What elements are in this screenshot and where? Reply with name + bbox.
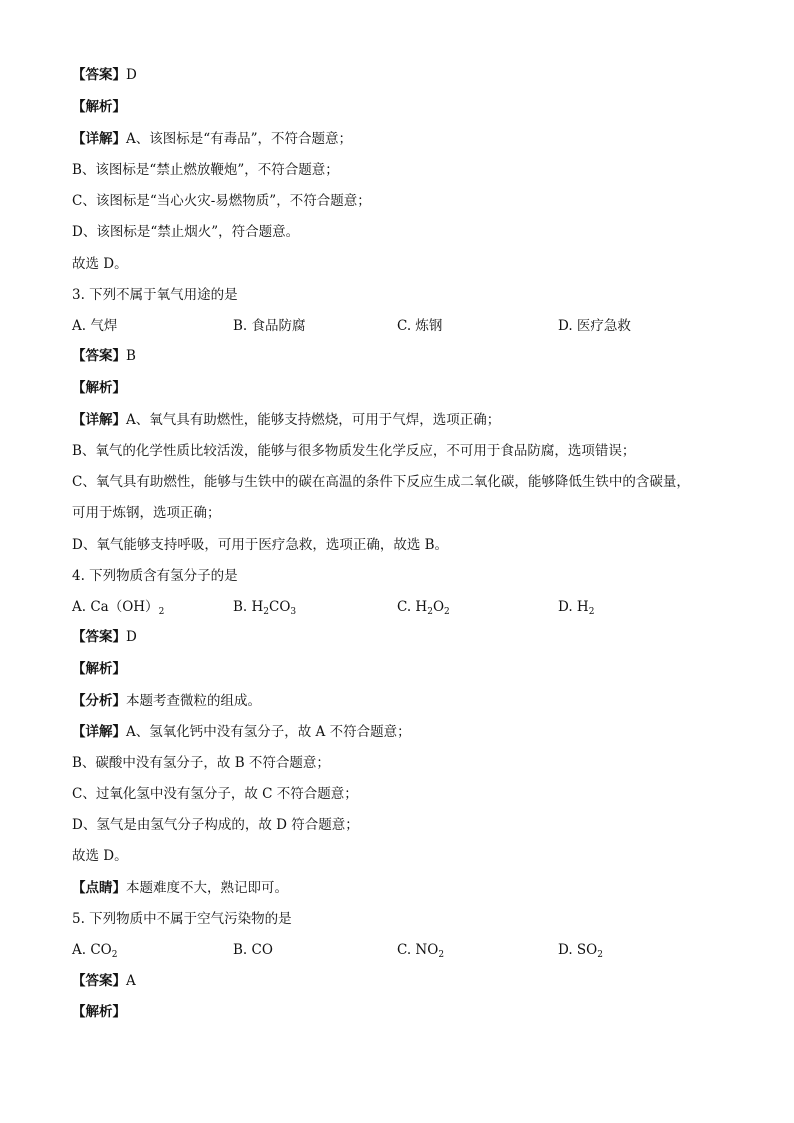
formula-text: B. CO [233, 942, 273, 958]
option-d [558, 941, 603, 964]
answer-value: A [126, 973, 136, 989]
analysis-tag: 【解析】 [72, 1004, 126, 1020]
text-line: 可用于炼钢，选项正确； [72, 505, 221, 521]
detail-line [72, 130, 352, 148]
tip-text: 本题难度不大，熟记即可。 [126, 880, 288, 896]
text-line: D、氢气是由氢气分子构成的，故 D 符合题意； [72, 817, 359, 833]
formula-subscript: 2 [158, 607, 165, 617]
answer-tag: 【答案】 [72, 67, 126, 83]
answer-tag: 【答案】 [72, 973, 126, 989]
formula-text: D. SO [558, 942, 598, 958]
text-line: B、碳酸中没有氢分子，故 B 不符合题意； [72, 755, 330, 771]
option-b [233, 941, 273, 959]
text-line: B、该图标是“禁止燃放鞭炮”，不符合题意； [72, 162, 339, 178]
analysis-heading [72, 98, 126, 116]
option-b: B. 食品防腐 [233, 318, 306, 334]
answer-value: D [126, 67, 137, 83]
formula-text: C. NO [397, 942, 439, 958]
formula-subscript: 2 [111, 950, 118, 960]
text-line: D、氧气能够支持呼吸，可用于医疗急救，选项正确，故选 B。 [72, 537, 449, 553]
option-c [397, 941, 444, 964]
answer-value: D [126, 629, 137, 645]
answer-value: B [126, 348, 136, 364]
analysis-heading [72, 660, 126, 678]
detail-tag: 【详解】 [72, 131, 126, 147]
analysis-tag: 【解析】 [72, 661, 126, 677]
detail-line [72, 411, 500, 429]
formula-subscript: 2 [597, 950, 603, 960]
formula-subscript: 2 [438, 950, 445, 960]
formula-subscript: 2 [263, 607, 270, 617]
formula-subscript: 2 [427, 607, 433, 617]
formula-text: A. CO [72, 942, 112, 958]
analysis-heading [72, 379, 126, 397]
analysis-tag: 【解析】 [72, 99, 126, 115]
text-line: C、氧气具有助燃性，能够与生铁中的碳在高温的条件下反应生成二氧化碳，能够降低生铁中的含碳量， [72, 474, 690, 490]
option-b [233, 598, 296, 621]
formula-subscript: 2 [588, 607, 595, 617]
option-d [558, 598, 594, 621]
analysis-heading [72, 1003, 126, 1021]
text-line: C、该图标是“当心火灾-易燃物质”，不符合题意； [72, 193, 371, 209]
question-5-stem: 5. 下列物质中不属于空气污染物的是 [72, 911, 292, 927]
breakdown-tag: 【分析】 [72, 693, 126, 709]
answer-line [72, 347, 136, 365]
detail-line [72, 723, 411, 741]
formula-text: D. H [558, 599, 589, 615]
analysis-tag: 【解析】 [72, 380, 126, 396]
formula-subscript: 3 [290, 607, 297, 617]
text-line: D、该图标是“禁止烟火”，符合题意。 [72, 224, 300, 240]
breakdown-line [72, 692, 261, 710]
formula-text: A. Ca（OH） [72, 599, 159, 615]
tip-tag: 【点睛】 [72, 880, 126, 896]
formula-text: O [432, 599, 445, 615]
answer-line [72, 628, 137, 646]
question-4-stem: 4. 下列物质含有氢分子的是 [72, 568, 238, 584]
tip-line [72, 879, 288, 897]
detail-text: A、氢氧化钙中没有氢分子，故 A 不符合题意； [126, 724, 411, 740]
question-3-stem: 3. 下列不属于氧气用途的是 [72, 287, 238, 303]
answer-line [72, 66, 137, 84]
answer-tag: 【答案】 [72, 348, 126, 364]
detail-tag: 【详解】 [72, 412, 126, 428]
detail-tag: 【详解】 [72, 724, 126, 740]
answer-tag: 【答案】 [72, 629, 126, 645]
option-c [397, 598, 450, 621]
text-line: B、氧气的化学性质比较活泼，能够与很多物质发生化学反应，不可用于食品防腐，选项错误； [72, 443, 636, 459]
breakdown-text: 本题考查微粒的组成。 [126, 693, 261, 709]
detail-text: A、该图标是“有毒品”，不符合题意； [126, 131, 353, 147]
text-line: C、过氧化氢中没有氢分子，故 C 不符合题意； [72, 786, 358, 802]
text-line: 故选 D。 [72, 256, 128, 272]
option-a [72, 941, 117, 964]
text-line: 故选 D。 [72, 848, 128, 864]
option-a [72, 598, 164, 621]
formula-text: CO [269, 599, 291, 615]
formula-subscript: 2 [444, 607, 450, 617]
option-a: A. 气焊 [72, 318, 118, 334]
detail-text: A、氧气具有助燃性，能够支持燃烧，可用于气焊，选项正确； [126, 412, 501, 428]
option-d: D. 医疗急救 [558, 318, 631, 334]
formula-text: B. H [233, 599, 264, 615]
formula-text: C. H [397, 599, 428, 615]
option-c: C. 炼钢 [397, 318, 443, 334]
answer-line [72, 972, 136, 990]
